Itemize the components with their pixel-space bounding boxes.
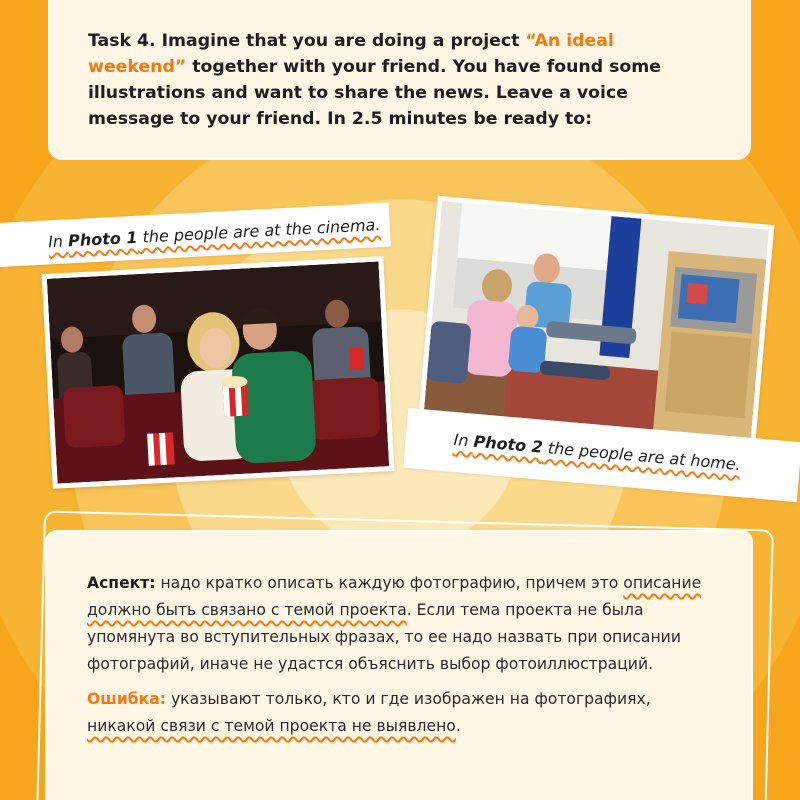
task-prefix: Task 4. Imagine that you are doing a project (88, 31, 526, 51)
photo-1-caption-text (48, 215, 381, 251)
mistake-text-before: указывают только, кто и где изображен на фотографиях, (165, 690, 651, 708)
task-card (48, 0, 751, 160)
photo-1-cinema-image (47, 261, 389, 483)
photo-2-caption-text (453, 430, 742, 474)
aspect-underlined-text: описание должно быть связано с темой проекта (87, 574, 702, 619)
aspect-text-after: . Если тема проекта не была упомянута во вступительных фразах, то ее надо назвать при описании фотографий, иначе не удастся объяснить выбор фотоиллюстраций. (87, 601, 681, 673)
caption-prefix: In (452, 430, 475, 451)
photo-2-home-image (423, 201, 769, 449)
photo-2-label: Photo 2 (472, 431, 544, 457)
task-text (88, 28, 711, 132)
aspect-paragraph (87, 570, 711, 678)
aspect-label: Аспект: (87, 574, 156, 592)
task-suffix: together with your friend. You have found some illustrations and want to share the news. Leave a voice message to your friend. In 2.5 minutes be ready to: (88, 57, 661, 129)
mistake-label: Ошибка: (87, 690, 166, 708)
project-title: “An ideal weekend” (88, 31, 614, 77)
mistake-text-after: . (455, 717, 461, 735)
photo-1-label: Photo 1 (67, 227, 138, 251)
caption-prefix: In (47, 231, 69, 252)
caption-suffix: the people are at the cinema. (136, 215, 381, 247)
aspect-text-before: надо кратко описать каждую фотографию, причем это (155, 574, 624, 592)
caption-suffix: the people are at home. (542, 437, 742, 475)
photo-1-frame (42, 256, 395, 489)
mistake-paragraph (87, 686, 711, 740)
description-card (45, 530, 753, 800)
mistake-underlined-text: никакой связи с темой проекта не выявлено (87, 717, 456, 735)
